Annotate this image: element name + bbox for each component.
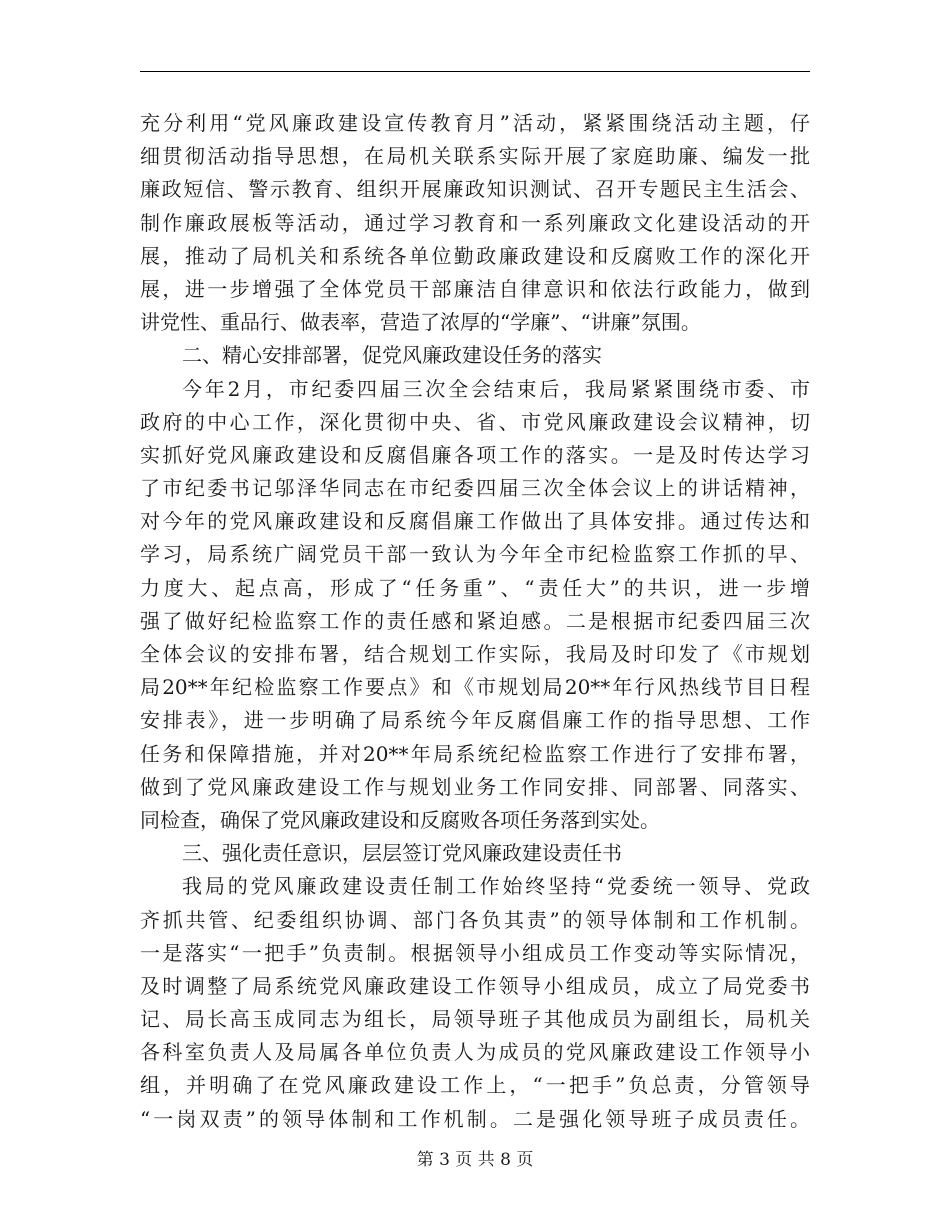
text-line: 同检查，确保了党风廉政建设和反腐败各项任务落到实处。 [140,807,660,832]
text-line: 组，并明确了在党风廉政建设工作上，“一把手”负总责，分管领导 [140,1073,810,1098]
text-line: 展，进一步增强了全体党员干部廉洁自律意识和依法行政能力，做到 [140,276,810,301]
text-line: 我局的党风廉政建设责任制工作始终坚持“党委统一领导、党政 [182,874,810,899]
text-line: 学习，局系统广阔党员干部一致认为今年全市纪检监察工作抓的早、 [140,542,810,567]
header-rule [140,71,810,72]
text-line: 力度大、起点高，形成了“任务重”、“责任大”的共识，进一步增 [140,575,810,600]
text-line: 全体会议的安排布署，结合规划工作实际，我局及时印发了《市规划 [140,642,810,666]
text-line: 充分利用“党风廉政建设宣传教育月”活动，紧紧围绕活动主题，仔 [140,111,810,135]
page-footer: 第 3 页 共 8 页 [416,1150,534,1170]
text-line: 局20**年纪检监察工作要点》和《市规划局20**年行风热线节目日程 [140,675,810,700]
section-heading: 三、强化责任意识，层层签订党风廉政建设责任书 [182,841,622,866]
text-line: 一是落实“一把手”负责制。根据领导小组成员工作变动等实际情况， [140,940,810,965]
text-line: 任务和保障措施，并对20**年局系统纪检监察工作进行了安排布署， [140,741,810,766]
text-line: 细贯彻活动指导思想，在局机关联系实际开展了家庭助廉、编发一批 [140,144,810,169]
section-heading: 二、精心安排部署，促党风廉政建设任务的落实 [182,343,602,368]
text-line: 政府的中心工作，深化贯彻中央、省、市党风廉政建设会议精神，切 [140,409,810,434]
text-line: 廉政短信、警示教育、组织开展廉政知识测试、召开专题民主生活会、 [140,177,810,202]
text-line: “一岗双责”的领导体制和工作机制。二是强化领导班子成员责任。 [140,1106,810,1131]
text-line: 记、局长高玉成同志为组长，局领导班子其他成员为副组长，局机关 [140,1007,810,1032]
text-line: 制作廉政展板等活动，通过学习教育和一系列廉政文化建设活动的开 [140,210,810,235]
text-line: 齐抓共管、纪委组织协调、部门各负其责”的领导体制和工作机制。 [140,907,810,932]
text-line: 今年2月，市纪委四届三次全会结束后，我局紧紧围绕市委、市 [182,376,810,401]
text-line: 及时调整了局系统党风廉政建设工作领导小组成员，成立了局党委书 [140,973,810,998]
text-line: 安排表》，进一步明确了局系统今年反腐倡廉工作的指导思想、工作 [140,708,810,733]
text-line: 实抓好党风廉政建设和反腐倡廉各项工作的落实。一是及时传达学习 [140,442,810,467]
text-line: 展，推动了局机关和系统各单位勤政廉政建设和反腐败工作的深化开 [140,243,810,268]
text-line: 做到了党风廉政建设工作与规划业务工作同安排、同部署、同落实、 [140,774,810,799]
text-line: 强了做好纪检监察工作的责任感和紧迫感。二是根据市纪委四届三次 [140,608,810,633]
text-line: 各科室负责人及局属各单位负责人为成员的党风廉政建设工作领导小 [140,1040,810,1065]
text-line: 对今年的党风廉政建设和反腐倡廉工作做出了具体安排。通过传达和 [140,509,810,534]
text-line: 讲党性、重品行、做表率，营造了浓厚的“学廉”、“讲廉”氛围。 [140,310,701,335]
text-line: 了市纪委书记邬泽华同志在市纪委四届三次全体会议上的讲话精神， [140,476,810,501]
body-text [140,107,810,1136]
